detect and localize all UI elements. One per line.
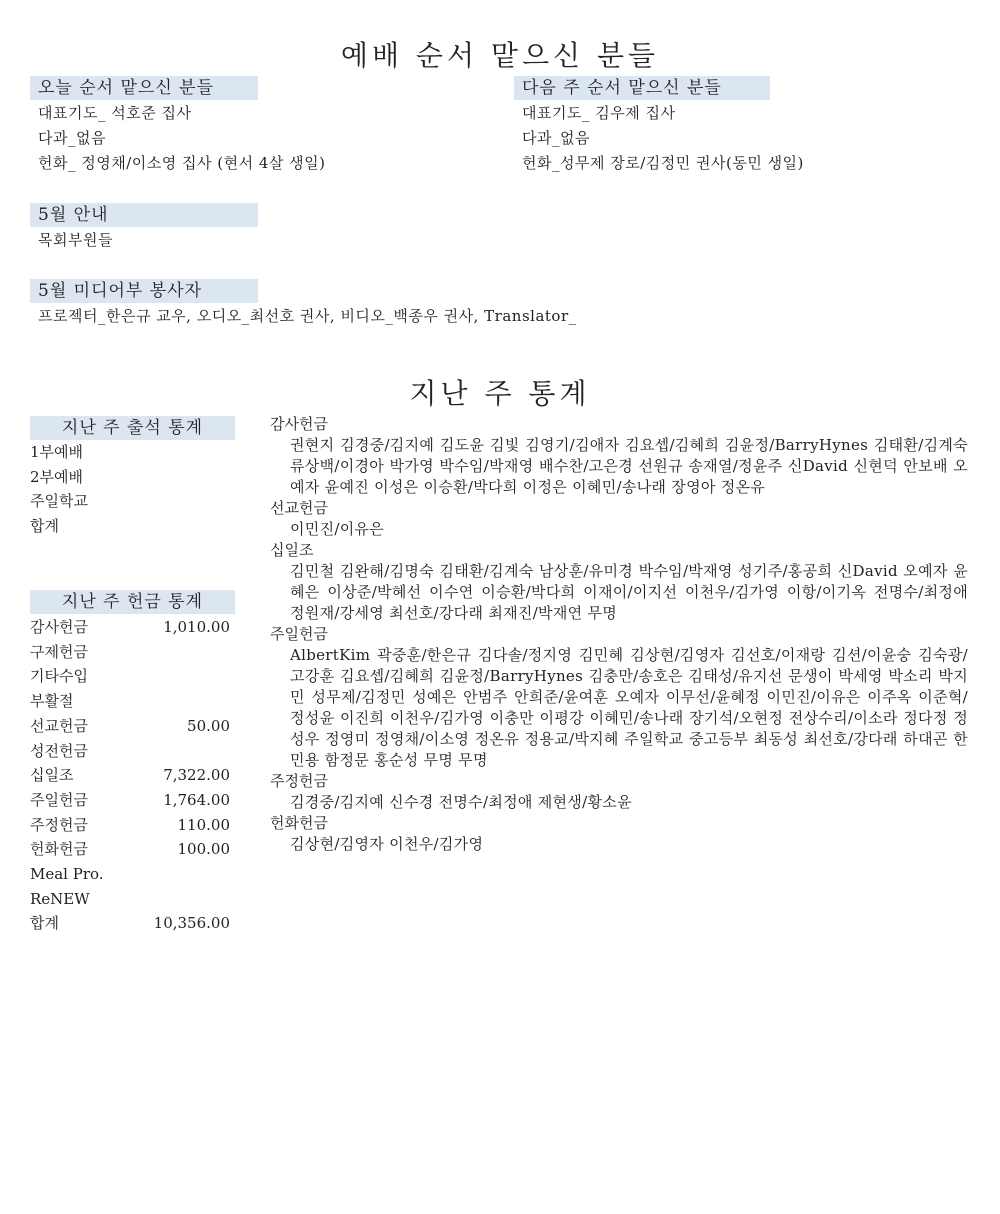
next-week-prayer-line: 대표기도_ 김우제 집사 xyxy=(522,104,676,122)
table-row xyxy=(30,489,230,514)
offering-category-label: 감사헌금 xyxy=(270,415,328,433)
offering-category-label: 주일헌금 xyxy=(270,625,328,643)
attendance-heading: 지난 주 출석 통계 xyxy=(30,416,235,440)
offering-givers-names: AlbertKim 곽중훈/한은규 김다솔/정지영 김민혜 김상현/김영자 김선호/이재랑 김션/이윤숭 김숙광/고강훈 김요셉/김혜희 김윤정/BarryHynes 김충만/송호은 김태성/유지선 문생이 박세영 박소리 박지민 성무제/김정민 성예은 안범주 안희준/윤여훈 오예자 이무선/윤혜정 이민진/이유은 이주옥 이준혁/정성윤 이진희 이천우/김가영 이충만 이평강 이혜민/송나래 장기석/오현정 전상수리/이소라 정다정 정성우 정영미 정영채/이소영 정온유 정용교/박지혜 주일학교 중고등부 최동성 최선호/강다래 하대곤 한민용 함정문 홍순성 무명 무명 xyxy=(290,646,968,769)
table-row xyxy=(30,862,230,887)
row-label: 주정헌금 xyxy=(30,815,88,834)
table-row xyxy=(30,714,230,739)
row-label: 기타수입 xyxy=(30,667,88,686)
table-row xyxy=(30,739,230,764)
row-label: 합계 xyxy=(30,914,59,933)
table-row xyxy=(30,763,230,788)
table-row xyxy=(30,440,230,465)
row-label: ReNEW xyxy=(30,889,90,908)
row-label: 부활절 xyxy=(30,692,74,711)
row-value: 100.00 xyxy=(177,840,230,859)
may-notice-heading: 5월 안내 xyxy=(30,203,258,227)
table-row xyxy=(30,615,230,640)
table-row xyxy=(30,664,230,689)
row-label: 2부예배 xyxy=(30,467,84,486)
offering-givers-names: 김경중/김지예 신수경 전명수/최정애 제현생/황소윤 xyxy=(290,793,632,811)
offering-givers-names: 이민진/이유은 xyxy=(290,520,385,538)
table-row xyxy=(30,689,230,714)
row-label: 1부예배 xyxy=(30,443,84,461)
stats-title: 지난 주 통계 xyxy=(409,377,591,410)
today-refreshment-line: 다과_없음 xyxy=(38,129,106,147)
today-prayer-line: 대표기도_ 석호준 집사 xyxy=(38,104,192,122)
row-label: 주일헌금 xyxy=(30,790,88,809)
table-row xyxy=(30,640,230,665)
row-label: 합계 xyxy=(30,516,59,535)
table-row xyxy=(30,813,230,838)
table-row xyxy=(30,837,230,862)
row-label: Meal Pro. xyxy=(30,865,104,883)
table-row xyxy=(30,887,230,912)
table-row xyxy=(30,788,230,813)
row-value: 1,010.00 xyxy=(163,618,230,636)
today-servers-heading: 오늘 순서 맡으신 분들 xyxy=(30,76,258,100)
offering-category-label: 선교헌금 xyxy=(270,499,328,517)
table-row xyxy=(30,465,230,490)
offering-category-label: 헌화헌금 xyxy=(270,814,328,832)
offering-givers-names: 김민철 김완해/김명숙 김태환/김계숙 남상훈/유미경 박수임/박재영 성기주/홍공희 신David 오예자 윤혜은 이상준/박혜선 이수연 이승환/박다희 이재이/이지선 이천우/김가영 이항/이기옥 전명수/최정애 정원재/강세영 최선호/강다래 최재진/박재연 무명 xyxy=(290,562,968,622)
media-volunteers-heading: 5월 미디어부 봉사자 xyxy=(30,279,258,303)
row-value: 7,322.00 xyxy=(163,766,230,785)
row-value: 110.00 xyxy=(177,815,230,834)
row-label: 감사헌금 xyxy=(30,618,88,636)
offering-givers-names: 김상현/김영자 이천우/김가영 xyxy=(290,835,484,853)
row-value: 50.00 xyxy=(187,716,230,735)
offering-heading: 지난 주 헌금 통계 xyxy=(30,590,235,614)
offering-category-label: 십일조 xyxy=(270,541,314,559)
row-label: 선교헌금 xyxy=(30,716,88,735)
page-title: 예배 순서 맡으신 분들 xyxy=(340,39,660,72)
row-label: 구제헌금 xyxy=(30,642,88,661)
table-row xyxy=(30,911,230,936)
today-flower-line: 헌화_ 정영채/이소영 집사 (현서 4살 생일) xyxy=(38,154,326,172)
row-label: 헌화헌금 xyxy=(30,840,88,859)
row-value: 1,764.00 xyxy=(163,790,230,809)
next-week-servers-heading: 다음 주 순서 맡으신 분들 xyxy=(514,76,770,100)
givers-list xyxy=(270,414,968,855)
row-label: 주일학교 xyxy=(30,492,88,510)
next-week-flower-line: 헌화_성무제 장로/김정민 권사(동민 생일) xyxy=(522,154,804,172)
next-week-refreshment-line: 다과_없음 xyxy=(522,129,590,147)
may-notice-line: 목회부원들 xyxy=(38,231,113,249)
row-value: 10,356.00 xyxy=(153,914,230,933)
offering-givers-names: 권현지 김경중/김지예 김도윤 김빛 김영기/김애자 김요셉/김혜희 김윤정/BarryHynes 김태환/김계숙 류상백/이경아 박가영 박수임/박재영 배수찬/고은경 선원규 송재열/정윤주 신David 신현덕 안보배 오예자 윤예진 이성은 이승환/박다희 이정은 이혜민/송나래 장영아 정온유 xyxy=(290,436,968,496)
row-label: 십일조 xyxy=(30,766,74,785)
row-label: 성전헌금 xyxy=(30,741,88,760)
table-row xyxy=(30,514,230,539)
offering-category-label: 주정헌금 xyxy=(270,772,328,790)
media-volunteers-line: 프로젝터_한은규 교우, 오디오_최선호 권사, 비디오_백종우 권사, Translator_ xyxy=(38,307,577,325)
